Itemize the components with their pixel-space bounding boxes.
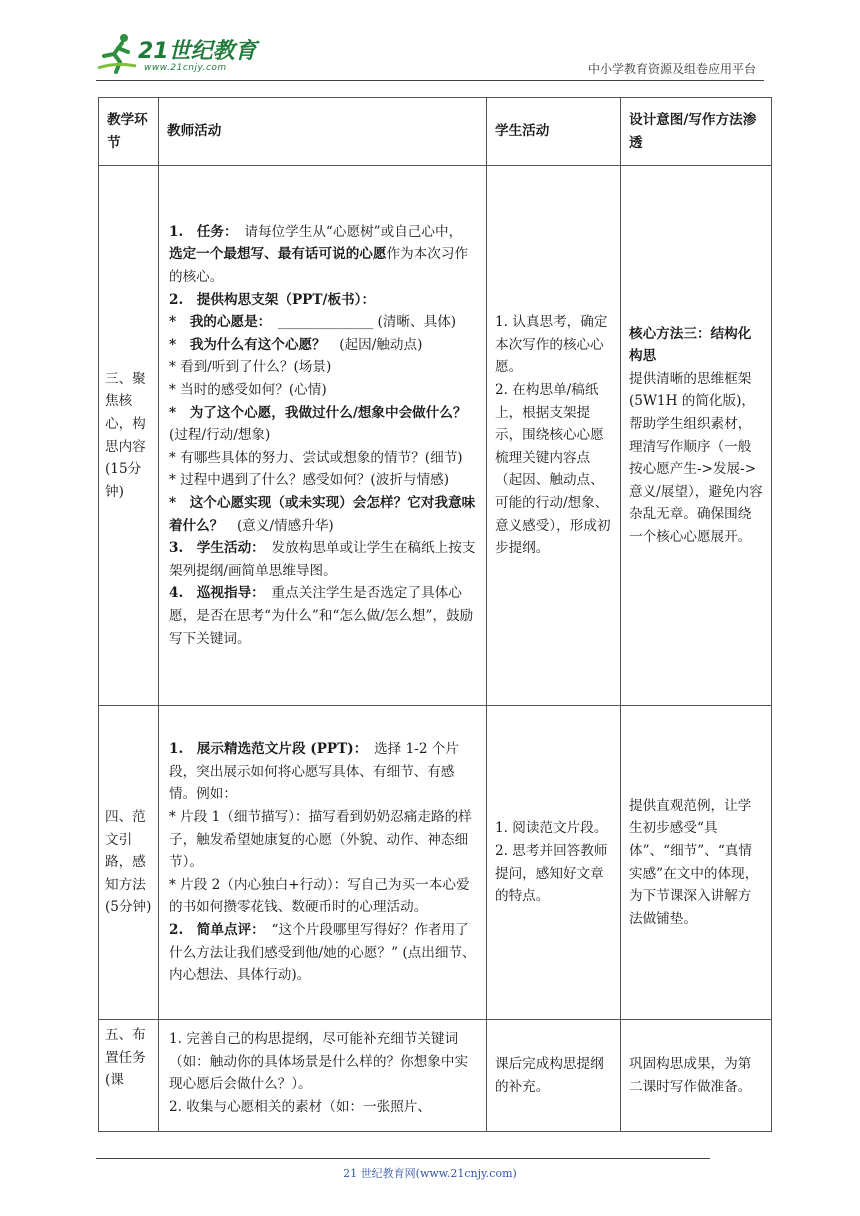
- design-title: 核心方法三：结构化构思: [629, 325, 752, 365]
- activity-line-text: “这个片段哪里写得好？作者用了什么方法让我们感受到他/她的心愿？” (点出细节、内心想法、具体行动)。: [169, 921, 476, 984]
- activity-line: [169, 311, 476, 334]
- activity-line-text: 发放构思单或让学生在稿纸上按支架列提纲/画简单思维导图。: [169, 540, 476, 579]
- activity-line-bold: 2. 提供构思支架（PPT/板书）：: [169, 291, 376, 308]
- activity-line-bold: * 为了这个心愿，我做过什么/想象中会做什么？: [169, 404, 467, 421]
- activity-line-text: 1. 完善自己的构思提纲，尽可能补充细节关键词（如：触动你的具体场景是什么样的？你想象中实现心愿后会做什么？）。: [169, 1031, 469, 1093]
- table-row: [99, 1020, 772, 1132]
- header-design: 设计意图/写作方法渗透: [621, 98, 772, 166]
- stage-cell: 五、布置任务 (课: [99, 1020, 159, 1132]
- activity-line-text: 2. 收集与心愿相关的素材（如：一张照片、: [169, 1098, 431, 1115]
- activity-line: [169, 447, 476, 470]
- student-activity-cell: [487, 706, 621, 1020]
- activity-line-bold: 选定一个最想写、最有话可说的心愿: [169, 246, 387, 263]
- activity-line-bold: * 我的心愿是：: [169, 314, 265, 331]
- activity-line-text: (起因/触动点): [325, 336, 423, 353]
- activity-line: [169, 806, 476, 874]
- design-intent-cell: [621, 706, 772, 1020]
- runner-icon: [96, 32, 140, 74]
- table-row: [99, 706, 772, 1020]
- design-text: 提供清晰的思维框架(5W1H 的简化版)，帮助学生组织素材，理清写作顺序（一般按心愿产生->发展->意义/展望），避免内容杂乱无章。确保围绕一个核心心愿展开。: [629, 370, 763, 545]
- activity-line-text: 选择 1-2 个片段，突出展示如何将心愿写具体、有细节、有感情。例如：: [169, 741, 459, 803]
- activity-line: [169, 492, 476, 537]
- activity-line-text: * 过程中遇到了什么？感受如何？(波折与情感): [169, 472, 450, 489]
- stage-cell: 三、聚焦核心，构思内容 (15分钟): [99, 166, 159, 706]
- teacher-activity-cell: [159, 166, 487, 706]
- footer-divider: [96, 1158, 710, 1159]
- activity-line-text: * 当时的感受如何？(心情): [169, 382, 327, 399]
- design-intent-cell: [621, 166, 772, 706]
- activity-line-bold: * 这个心愿实现（或未实现）会怎样？它对我意味着什么？: [169, 494, 476, 534]
- table-row: [99, 166, 772, 706]
- activity-line: [169, 289, 476, 312]
- stage-cell: 四、范文引路，感知方法 (5分钟): [99, 706, 159, 1020]
- student-activity-cell: [487, 1020, 621, 1132]
- activity-line: [169, 919, 476, 987]
- activity-line-text: * 片段 2（内心独白+行动）：写自己为买一本心爱的书如何攒零花钱、数硬币时的心理活动。: [169, 876, 470, 916]
- activity-line-text: (过程/行动/想象): [169, 404, 481, 444]
- activity-line-text: * 有哪些具体的努力、尝试或想象的情节？(细节): [169, 449, 463, 466]
- table-header-row: [99, 98, 772, 166]
- activity-line: [169, 402, 481, 447]
- site-logo: [96, 30, 266, 80]
- activity-line-bold: 2. 简单点评：: [169, 921, 258, 938]
- student-activity-cell: [487, 166, 621, 706]
- activity-line-text: (意义/情感升华): [223, 517, 334, 534]
- activity-line-bold: 3. 学生活动：: [169, 540, 258, 557]
- activity-line: [169, 379, 476, 402]
- activity-line-bold: 1. 任务：: [169, 223, 231, 240]
- activity-line-bold: * 我为什么有这个心愿？: [169, 336, 326, 353]
- header-student: 学生活动: [487, 98, 621, 166]
- teacher-activity-cell: [159, 1020, 487, 1132]
- activity-line: [169, 356, 476, 379]
- logo-text: 21世纪教育: [138, 39, 257, 64]
- header-teacher: 教师活动: [159, 98, 487, 166]
- activity-line-text: ______________ (清晰、具体): [264, 314, 457, 331]
- activity-line: [169, 334, 476, 357]
- activity-line: [169, 221, 476, 244]
- student-activity-text: 1. 认真思考，确定本次写作的核心心愿。 2. 在构思单/稿纸上，根据支架提示，围绕核心心愿梳理关键内容点（起因、触动点、可能的行动/想象、意义感受），形成初步提纲。: [495, 314, 611, 557]
- activity-line: [169, 469, 476, 492]
- student-activity-text: 1. 阅读范文片段。 2. 思考并回答教师提问，感知好文章的特点。: [495, 820, 608, 905]
- activity-line: [169, 1028, 476, 1096]
- design-intent-cell: [621, 1020, 772, 1132]
- activity-line-bold: 1. 展示精选范文片段 (PPT)：: [169, 741, 361, 758]
- activity-line-bold: 4. 巡视指导：: [169, 585, 258, 602]
- activity-line: [169, 738, 476, 806]
- activity-line-text: 请每位学生从“心愿树”或自己心中，: [230, 223, 463, 240]
- activity-line: [169, 874, 476, 919]
- footer-text: 21 世纪教育网(www.21cnjy.com): [343, 1167, 517, 1180]
- lesson-table: [98, 97, 772, 1132]
- activity-line-text: * 看到/听到了什么？(场景): [169, 359, 332, 376]
- header-divider: [96, 80, 764, 81]
- design-text: 巩固构思成果，为第二课时写作做准备。: [629, 1055, 752, 1095]
- header-stage: 教学环节: [99, 98, 159, 166]
- activity-line-text: 作为本次习作的核心。: [169, 246, 469, 286]
- activity-line: [169, 1096, 476, 1119]
- teacher-activity-cell: [159, 706, 487, 1020]
- activity-line: [169, 243, 476, 288]
- activity-line: [169, 582, 476, 650]
- activity-line-text: 重点关注学生是否选定了具体心愿，是否在思考“为什么”和“怎么做/怎么想”，鼓励写下关键词。: [169, 585, 474, 647]
- activity-line: [169, 537, 476, 582]
- activity-line-text: * 片段 1（细节描写）：描写看到奶奶忍痛走路的样子，触发希望她康复的心愿（外貌、动作、神态细节）。: [169, 809, 472, 871]
- platform-name: 中小学教育资源及组卷应用平台: [587, 62, 756, 76]
- logo-url: www.21cnjy.com: [144, 63, 227, 73]
- student-activity-text: 课后完成构思提纲的补充。: [495, 1055, 604, 1095]
- design-text: 提供直观范例，让学生初步感受“具体”、“细节”、“真情实感”在文中的体现，为下节课深入讲解方法做铺垫。: [629, 797, 759, 927]
